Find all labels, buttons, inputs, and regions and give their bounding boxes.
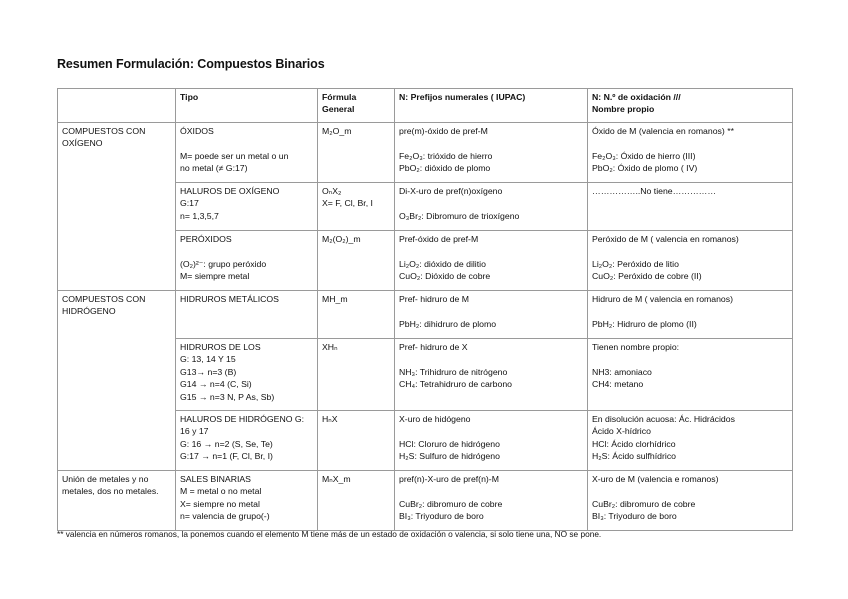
cell-line: Pref-óxido de pref-M [399,234,479,244]
cell-line: M = metal o no metal [180,486,262,497]
cell-line: Pref- hidruro de M [399,294,470,304]
page-title: Resumen Formulación: Compuestos Binarios [57,57,325,71]
cell-line: Ácido X-hídrico [592,426,651,437]
cell-line: ……………..No tiene…………… [592,186,717,196]
header-iupac: N: Prefijos numerales ( IUPAC) [395,89,588,123]
cell-line [592,305,788,317]
table-body [58,123,793,531]
cell-line [592,245,788,257]
cell-line: X= F, Cl, Br, I [322,198,373,209]
cell-line [399,485,583,497]
cell-line: NH3: amoniaco [592,366,652,377]
tipo-cell [176,123,318,183]
cell-line: M₂O_m [322,126,352,136]
table-row [58,471,793,531]
cell-line: G: 16 → n=2 (S, Se, Te) [180,438,273,449]
category-cell [58,291,176,471]
formula-cell [318,411,395,471]
cell-line: En disolución acuosa: Ác. Hidrácidos [592,414,735,424]
cell-line [592,137,788,149]
header-categoria [58,89,176,123]
cell-line: X-uro de M (valencia e romanos) [592,474,719,484]
cell-line: PbO₂: dióxido de plomo [399,163,491,174]
tipo-cell [176,471,318,531]
cell-line: CuO₂: Dióxido de cobre [399,271,491,282]
cell-line: CuBr₂: dibromuro de cobre [399,498,503,509]
cell-line: G13→ n=3 (B) [180,366,237,377]
iupac-cell [395,291,588,339]
header-tipo: Tipo [176,89,318,123]
cell-line: G: 13, 14 Y 15 [180,354,236,365]
cell-line: n= valencia de grupo(-) [180,511,270,522]
cell-line: PbO₂: Óxido de plomo ( IV) [592,163,698,174]
cell-line: Óxido de M (valencia en romanos) ** [592,126,734,136]
cell-line: NH₃: Trihidruro de nitrógeno [399,366,508,377]
cell-line: CH4: metano [592,379,644,390]
tipo-cell [176,339,318,411]
oxidacion-cell [588,471,793,531]
cell-line [399,245,583,257]
cell-line: MH_m [322,294,348,304]
formula-cell [318,339,395,411]
iupac-cell [395,339,588,411]
cell-line: 16 y 17 [180,426,209,437]
cell-line: XHₙ [322,342,338,352]
cell-line: no metal (≠ G:17) [180,163,248,174]
category-cell [58,471,176,531]
cell-line [180,245,313,257]
cell-line: HCl: Cloruro de hidrógeno [399,438,500,449]
tipo-cell [176,411,318,471]
tipo-cell [176,291,318,339]
cell-line [399,305,583,317]
header-formula: Fórmula General [318,89,395,123]
formula-cell [318,291,395,339]
cell-line [592,485,788,497]
cell-line: H₂S: Ácido sulfhídrico [592,451,677,462]
cell-line: HIDRUROS METÁLICOS [180,294,279,304]
cell-line: G14 → n=4 (C, Si) [180,379,252,390]
cell-line: Tienen nombre propio: [592,342,680,352]
cell-line: BI₃: Triyoduro de boro [399,511,484,522]
cell-line: CuBr₂: dibromuro de cobre [592,498,696,509]
cell-line: HₙX [322,414,338,424]
cell-line: M= siempre metal [180,271,250,282]
cell-line: SALES BINARIAS [180,474,251,484]
cell-line: Di-X-uro de pref(n)oxígeno [399,186,503,196]
iupac-cell [395,231,588,291]
cell-line: MₙX_m [322,474,351,484]
oxidacion-cell [588,339,793,411]
oxidacion-cell [588,291,793,339]
cell-line: X= siempre no metal [180,498,260,509]
oxidacion-cell [588,411,793,471]
oxidacion-cell [588,123,793,183]
cell-line: pref(n)-X-uro de pref(n)-M [399,474,499,484]
table-row [58,123,793,183]
cell-line: CH₄: Tetrahidruro de carbono [399,379,513,390]
cell-line: ÓXIDOS [180,126,214,136]
cell-line: Peróxido de M ( valencia en romanos) [592,234,739,244]
cell-line: Pref- hidruro de X [399,342,468,352]
table-row [58,291,793,339]
cell-line: HALUROS DE OXÍGENO [180,186,280,196]
cell-line: (O₂)²⁻: grupo peróxido [180,258,267,269]
footnote: ** valencia en números romanos, la ponemos cuando el elemento M tiene más de un estado de oxidación o valencia, si solo tiene una, NO se pone. [57,529,602,539]
cell-line: CuO₂: Peróxido de cobre (II) [592,271,702,282]
formula-cell [318,183,395,231]
cell-line: BI₃: Triyoduro de boro [592,511,677,522]
cell-line: Hidruro de M ( valencia en romanos) [592,294,733,304]
cell-line: Fe₂O₃: Óxido de hierro (III) [592,150,696,161]
header-row [58,89,793,123]
cell-line [592,353,788,365]
category-cell [58,123,176,291]
cell-line [180,137,313,149]
cell-line: H₂S: Sulfuro de hidrógeno [399,451,500,462]
category-label: Unión de metales y no metales, dos no metales. [62,474,159,497]
cell-line: G15 → n=3 N, P As, Sb) [180,391,275,402]
cell-line [399,353,583,365]
cell-line: Li₂O₂: Peróxido de litio [592,258,679,269]
summary-table [57,88,793,531]
cell-line: PbH₂: Hidruro de plomo (II) [592,318,697,329]
cell-line: HALUROS DE HIDRÓGENO G: [180,414,305,424]
cell-line: pre(m)-óxido de pref-M [399,126,488,136]
oxidacion-cell [588,231,793,291]
cell-line: Li₂O₂: dióxido de dilitio [399,258,486,269]
formula-cell [318,471,395,531]
cell-line: PbH₂: dihidruro de plomo [399,318,497,329]
cell-line: X-uro de hidógeno [399,414,471,424]
iupac-cell [395,183,588,231]
iupac-cell [395,123,588,183]
iupac-cell [395,411,588,471]
oxidacion-cell [588,183,793,231]
tipo-cell [176,183,318,231]
cell-line: Fe₂O₃: trióxido de hierro [399,150,493,161]
cell-line: G:17 → n=1 (F, Cl, Br, I) [180,451,273,462]
cell-line: M= poede ser un metal o un [180,150,289,161]
cell-line: M₂(O₂)_m [322,234,361,244]
cell-line [399,197,583,209]
cell-line [399,137,583,149]
header-oxidacion: N: N.º de oxidación /// Nombre propio [588,89,793,123]
cell-line [399,425,583,437]
category-label: COMPUESTOS CON OXÍGENO [62,126,146,149]
iupac-cell [395,471,588,531]
cell-line: HCl: Ácido clorhídrico [592,438,676,449]
cell-line: OₙX₂ [322,186,342,196]
cell-line: PERÓXIDOS [180,234,232,244]
formula-cell [318,231,395,291]
cell-line: HIDRUROS DE LOS [180,342,261,352]
cell-line: n= 1,3,5,7 [180,210,219,221]
cell-line: G:17 [180,198,199,209]
tipo-cell [176,231,318,291]
formula-cell [318,123,395,183]
category-label: COMPUESTOS CON HIDRÓGENO [62,294,146,317]
cell-line: O₃Br₂: Dibromuro de trioxígeno [399,210,520,221]
